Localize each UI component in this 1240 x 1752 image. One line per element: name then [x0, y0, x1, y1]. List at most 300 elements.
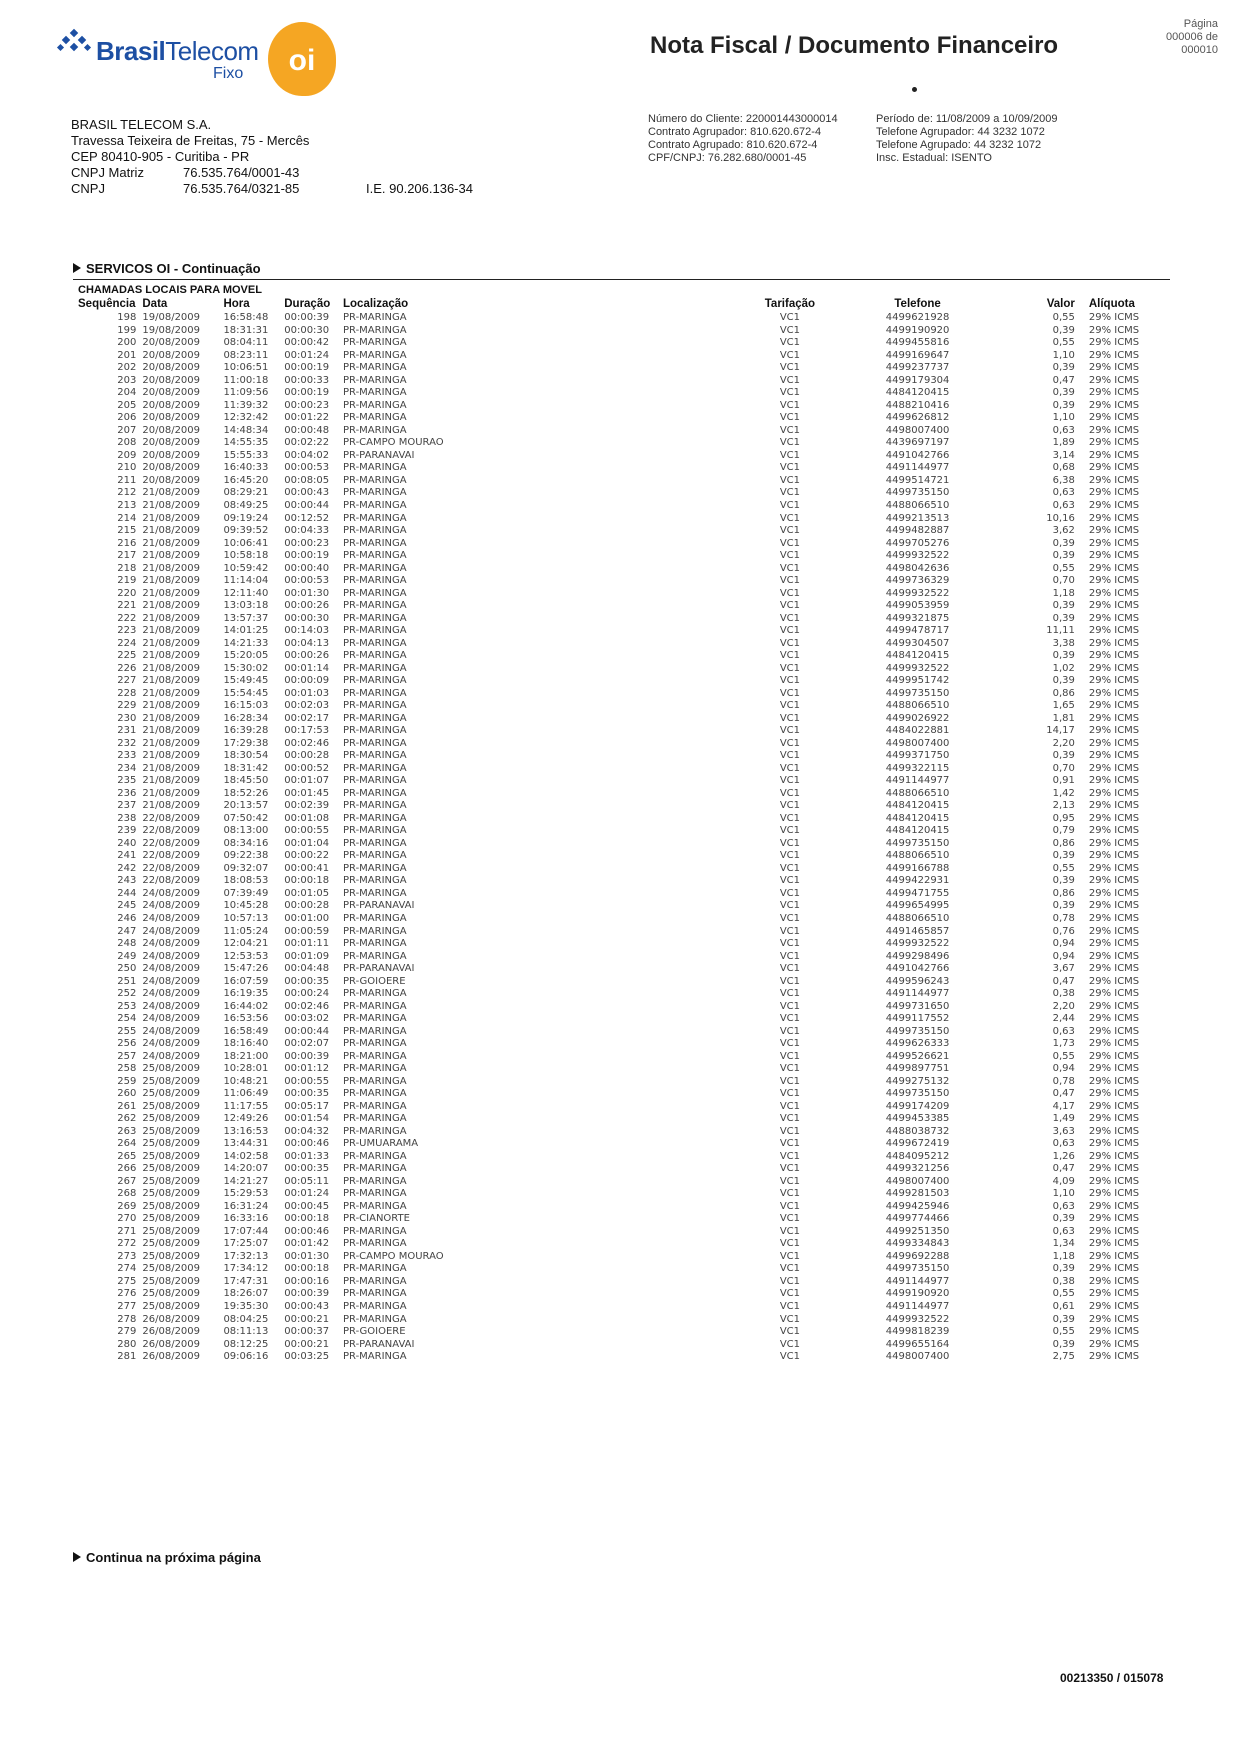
cell-localizacao: PR-MARINGA — [343, 1225, 407, 1237]
cell-localizacao: PR-MARINGA — [343, 1150, 407, 1162]
cell-duracao: 00:01:08 — [284, 812, 330, 824]
cell-valor: 0,86 — [1052, 887, 1075, 899]
cell-telefone: 4498007400 — [885, 1351, 950, 1363]
cell-valor: 0,55 — [1052, 562, 1075, 574]
cell-data: 21/08/2009 — [142, 499, 201, 511]
cell-aliquota: 29% ICMS — [1088, 913, 1140, 924]
cell-duracao: 00:08:05 — [284, 474, 330, 486]
cell-hora: 16:58:49 — [223, 1025, 269, 1037]
cell-duracao: 00:00:39 — [284, 312, 330, 324]
cell-aliquota: 29% ICMS — [1088, 387, 1140, 399]
cell-valor: 0,78 — [1052, 1075, 1075, 1087]
cell-sequencia: 203 — [117, 374, 137, 386]
cell-telefone: 4484022881 — [885, 725, 950, 737]
cell-valor: 2,20 — [1052, 1000, 1075, 1012]
cell-data: 25/08/2009 — [142, 1238, 201, 1250]
cell-duracao: 00:00:33 — [284, 374, 330, 386]
client-phone-grouper: Telefone Agrupador: 44 3232 1072 — [876, 126, 1045, 138]
cell-hora: 11:39:32 — [223, 399, 269, 411]
cell-tarifacao: VC1 — [779, 975, 800, 987]
cell-telefone: 4439697197 — [885, 437, 950, 449]
cell-data: 19/08/2009 — [142, 324, 201, 336]
table-row — [78, 1063, 1170, 1076]
table-row — [78, 800, 1170, 813]
cell-data: 25/08/2009 — [142, 1075, 201, 1087]
cell-sequencia: 279 — [117, 1326, 137, 1338]
client-cpf: CPF/CNPJ: 76.282.680/0001-45 — [648, 152, 807, 164]
cell-data: 21/08/2009 — [142, 550, 201, 562]
cell-data: 21/08/2009 — [142, 700, 201, 712]
cell-hora: 08:04:25 — [223, 1313, 269, 1325]
cell-tarifacao: VC1 — [779, 1013, 800, 1025]
cell-sequencia: 241 — [117, 850, 137, 862]
cell-tarifacao: VC1 — [779, 1188, 800, 1200]
table-row — [78, 963, 1170, 976]
cell-tarifacao: VC1 — [779, 787, 800, 799]
cell-sequencia: 277 — [117, 1300, 137, 1312]
cell-duracao: 00:00:43 — [284, 1300, 330, 1312]
cell-localizacao: PR-MARINGA — [343, 687, 407, 699]
cell-aliquota: 29% ICMS — [1088, 1025, 1140, 1037]
cell-sequencia: 209 — [117, 449, 137, 461]
cell-sequencia: 255 — [117, 1025, 137, 1037]
cell-localizacao: PR-MARINGA — [343, 337, 407, 349]
cell-localizacao: PR-MARINGA — [343, 374, 407, 386]
cell-telefone: 4499932522 — [885, 662, 950, 674]
cell-aliquota: 29% ICMS — [1088, 337, 1140, 349]
cell-localizacao: PR-PARANAVAI — [343, 1338, 415, 1350]
cell-data: 21/08/2009 — [142, 600, 201, 612]
cell-hora: 17:07:44 — [223, 1225, 269, 1237]
table-row — [78, 938, 1170, 951]
cell-aliquota: 29% ICMS — [1088, 1075, 1140, 1087]
cell-duracao: 00:03:02 — [284, 1013, 330, 1025]
cell-localizacao: PR-MARINGA — [343, 712, 407, 724]
cell-sequencia: 199 — [117, 324, 137, 336]
cell-data: 21/08/2009 — [142, 775, 201, 787]
cell-aliquota: 29% ICMS — [1088, 650, 1140, 662]
cell-duracao: 00:00:26 — [284, 600, 330, 612]
cell-sequencia: 246 — [117, 913, 137, 924]
cell-telefone: 4499951742 — [885, 675, 950, 687]
cell-tarifacao: VC1 — [779, 1313, 800, 1325]
table-row — [78, 1276, 1170, 1289]
cell-tarifacao: VC1 — [779, 775, 800, 787]
cell-data: 21/08/2009 — [142, 612, 201, 624]
cell-localizacao: PR-MARINGA — [343, 362, 407, 374]
table-row — [78, 437, 1170, 450]
cell-sequencia: 200 — [117, 337, 137, 349]
cell-valor: 0,55 — [1052, 337, 1075, 349]
table-row — [78, 1313, 1170, 1326]
cell-hora: 08:29:21 — [223, 487, 269, 499]
cell-duracao: 00:00:18 — [284, 1213, 330, 1225]
cell-duracao: 00:04:48 — [284, 963, 330, 975]
cell-tarifacao: VC1 — [779, 499, 800, 511]
cell-hora: 16:58:48 — [223, 312, 269, 324]
cell-duracao: 00:00:22 — [284, 850, 330, 862]
cell-aliquota: 29% ICMS — [1088, 1013, 1140, 1025]
cell-data: 25/08/2009 — [142, 1088, 201, 1100]
cell-aliquota: 29% ICMS — [1088, 850, 1140, 862]
cell-localizacao: PR-MARINGA — [343, 1275, 407, 1287]
cell-hora: 10:57:13 — [223, 913, 269, 924]
cell-sequencia: 212 — [117, 487, 137, 499]
cell-tarifacao: VC1 — [779, 1338, 800, 1350]
cell-sequencia: 271 — [117, 1225, 137, 1237]
cell-aliquota: 29% ICMS — [1088, 1000, 1140, 1012]
cell-tarifacao: VC1 — [779, 387, 800, 399]
cell-duracao: 00:01:03 — [284, 687, 330, 699]
cell-sequencia: 237 — [117, 800, 137, 812]
cell-duracao: 00:01:11 — [284, 938, 330, 950]
cell-telefone: 4499932522 — [885, 550, 950, 562]
table-row — [78, 462, 1170, 475]
cell-aliquota: 29% ICMS — [1088, 1238, 1140, 1250]
cell-hora: 15:54:45 — [223, 687, 269, 699]
cell-sequencia: 227 — [117, 675, 137, 687]
cell-telefone: 4499735150 — [885, 1025, 950, 1037]
cell-aliquota: 29% ICMS — [1088, 1100, 1140, 1112]
cell-hora: 18:52:26 — [223, 787, 269, 799]
table-row — [78, 562, 1170, 575]
table-row — [78, 1188, 1170, 1201]
cell-hora: 07:39:49 — [223, 887, 269, 899]
cell-hora: 17:32:13 — [223, 1250, 269, 1262]
cell-localizacao: PR-PARANAVAI — [343, 449, 415, 461]
cell-sequencia: 210 — [117, 462, 137, 474]
cell-hora: 11:06:49 — [223, 1088, 269, 1100]
cell-sequencia: 252 — [117, 988, 137, 1000]
cell-sequencia: 232 — [117, 737, 137, 749]
cell-valor: 0,39 — [1052, 1313, 1075, 1325]
cell-tarifacao: VC1 — [779, 700, 800, 712]
cell-duracao: 00:00:59 — [284, 925, 330, 937]
cell-telefone: 4499304507 — [885, 637, 950, 649]
cell-hora: 13:57:37 — [223, 612, 269, 624]
cell-aliquota: 29% ICMS — [1088, 1050, 1140, 1062]
cell-valor: 0,39 — [1052, 1263, 1075, 1275]
cell-sequencia: 273 — [117, 1250, 137, 1262]
table-row — [78, 713, 1170, 726]
table-row — [78, 775, 1170, 788]
cell-data: 22/08/2009 — [142, 825, 201, 837]
cell-valor: 1,49 — [1052, 1113, 1075, 1125]
cell-aliquota: 29% ICMS — [1088, 712, 1140, 724]
cell-sequencia: 205 — [117, 399, 137, 411]
col-header-duracao: Duração — [284, 298, 331, 310]
table-row — [78, 1013, 1170, 1026]
cell-duracao: 00:01:12 — [284, 1063, 330, 1075]
cell-duracao: 00:04:32 — [284, 1125, 330, 1137]
cell-hora: 16:53:56 — [223, 1013, 269, 1025]
table-row — [78, 1238, 1170, 1251]
cell-localizacao: PR-MARINGA — [343, 625, 407, 637]
cell-duracao: 00:00:28 — [284, 750, 330, 762]
cell-valor: 0,39 — [1052, 875, 1075, 887]
cell-hora: 11:09:56 — [223, 387, 269, 399]
client-contract: Contrato Agrupador: 810.620.672-4 — [648, 126, 822, 138]
cell-data: 26/08/2009 — [142, 1351, 201, 1363]
cell-valor: 2,44 — [1052, 1013, 1075, 1025]
cell-hora: 18:21:00 — [223, 1050, 269, 1062]
cell-aliquota: 29% ICMS — [1088, 1038, 1140, 1050]
cell-valor: 3,62 — [1052, 525, 1075, 537]
cell-telefone: 4499190920 — [885, 1288, 950, 1300]
cell-sequencia: 230 — [117, 712, 137, 724]
cell-localizacao: PR-GOIOERE — [343, 1326, 406, 1338]
cell-tarifacao: VC1 — [779, 349, 800, 361]
cell-aliquota: 29% ICMS — [1088, 1288, 1140, 1300]
cell-aliquota: 29% ICMS — [1088, 612, 1140, 624]
cell-valor: 4,17 — [1052, 1100, 1075, 1112]
cell-valor: 1,18 — [1052, 1250, 1075, 1262]
cell-tarifacao: VC1 — [779, 312, 800, 324]
cell-hora: 17:47:31 — [223, 1275, 269, 1287]
cell-aliquota: 29% ICMS — [1088, 1326, 1140, 1338]
cell-data: 20/08/2009 — [142, 449, 201, 461]
cell-sequencia: 247 — [117, 925, 137, 937]
cell-data: 21/08/2009 — [142, 575, 201, 587]
cell-sequencia: 265 — [117, 1150, 137, 1162]
company-cnpj-matriz: CNPJ Matriz 76.535.764/0001-43 — [71, 165, 300, 180]
cell-valor: 0,63 — [1052, 1025, 1075, 1037]
cell-telefone: 4488066510 — [885, 787, 950, 799]
cell-duracao: 00:00:44 — [284, 499, 330, 511]
cell-data: 21/08/2009 — [142, 562, 201, 574]
cell-tarifacao: VC1 — [779, 875, 800, 887]
brasil-telecom-logo-icon — [56, 28, 92, 64]
cell-aliquota: 29% ICMS — [1088, 1313, 1140, 1325]
cell-aliquota: 29% ICMS — [1088, 399, 1140, 411]
cell-duracao: 00:02:22 — [284, 437, 330, 449]
cell-sequencia: 243 — [117, 875, 137, 887]
cell-sequencia: 231 — [117, 725, 137, 737]
cell-data: 20/08/2009 — [142, 424, 201, 436]
table-row — [78, 637, 1170, 650]
cell-tarifacao: VC1 — [779, 1250, 800, 1262]
cell-localizacao: PR-MARINGA — [343, 1063, 407, 1075]
cell-aliquota: 29% ICMS — [1088, 775, 1140, 787]
cell-localizacao: PR-MARINGA — [343, 1300, 407, 1312]
cell-telefone: 4499471755 — [885, 887, 950, 899]
cell-duracao: 00:00:53 — [284, 462, 330, 474]
cell-valor: 0,39 — [1052, 750, 1075, 762]
cell-hora: 10:59:42 — [223, 562, 269, 574]
cell-hora: 08:49:25 — [223, 499, 269, 511]
cell-aliquota: 29% ICMS — [1088, 900, 1140, 912]
cell-aliquota: 29% ICMS — [1088, 412, 1140, 424]
cell-sequencia: 206 — [117, 412, 137, 424]
cell-valor: 0,70 — [1052, 575, 1075, 587]
cell-localizacao: PR-CAMPO MOURAO — [343, 437, 444, 449]
cell-data: 24/08/2009 — [142, 900, 201, 912]
cell-data: 21/08/2009 — [142, 787, 201, 799]
cell-valor: 0,79 — [1052, 825, 1075, 837]
table-row — [78, 1213, 1170, 1226]
cell-localizacao: PR-MARINGA — [343, 424, 407, 436]
cell-data: 24/08/2009 — [142, 963, 201, 975]
cell-duracao: 00:01:05 — [284, 887, 330, 899]
table-row — [78, 738, 1170, 751]
cell-localizacao: PR-MARINGA — [343, 938, 407, 950]
cell-tarifacao: VC1 — [779, 913, 800, 924]
table-row — [78, 1176, 1170, 1189]
cell-sequencia: 235 — [117, 775, 137, 787]
cell-aliquota: 29% ICMS — [1088, 925, 1140, 937]
cell-telefone: 4498007400 — [885, 1175, 950, 1187]
table-row — [78, 788, 1170, 801]
cell-valor: 0,76 — [1052, 925, 1075, 937]
cell-hora: 15:47:26 — [223, 963, 269, 975]
cell-sequencia: 269 — [117, 1200, 137, 1212]
cell-tarifacao: VC1 — [779, 800, 800, 812]
cell-localizacao: PR-MARINGA — [343, 499, 407, 511]
cell-localizacao: PR-MARINGA — [343, 1163, 407, 1175]
cell-data: 25/08/2009 — [142, 1175, 201, 1187]
cell-data: 21/08/2009 — [142, 737, 201, 749]
cell-telefone: 4499190920 — [885, 324, 950, 336]
client-number: Número do Cliente: 220001443000014 — [648, 113, 838, 125]
cell-telefone: 4499774466 — [885, 1213, 950, 1225]
cell-telefone: 4499818239 — [885, 1326, 950, 1338]
cell-valor: 0,63 — [1052, 487, 1075, 499]
cell-hora: 14:21:27 — [223, 1175, 269, 1187]
cell-data: 20/08/2009 — [142, 362, 201, 374]
cell-telefone: 4499736329 — [885, 575, 950, 587]
cell-telefone: 4488210416 — [885, 399, 950, 411]
cell-telefone: 4484120415 — [885, 825, 950, 837]
client-info-left — [648, 113, 838, 165]
cell-duracao: 00:00:46 — [284, 1138, 330, 1150]
cell-duracao: 00:00:40 — [284, 562, 330, 574]
cell-tarifacao: VC1 — [779, 550, 800, 562]
table-row — [78, 1263, 1170, 1276]
cell-duracao: 00:01:30 — [284, 1250, 330, 1262]
cell-duracao: 00:04:33 — [284, 525, 330, 537]
cell-sequencia: 239 — [117, 825, 137, 837]
table-row — [78, 975, 1170, 988]
cell-sequencia: 204 — [117, 387, 137, 399]
cell-valor: 0,68 — [1052, 462, 1075, 474]
cell-telefone: 4499655164 — [885, 1338, 950, 1350]
cell-tarifacao: VC1 — [779, 1113, 800, 1125]
cell-duracao: 00:00:39 — [284, 1288, 330, 1300]
cell-sequencia: 240 — [117, 837, 137, 849]
cell-sequencia: 258 — [117, 1063, 137, 1075]
table-row — [78, 550, 1170, 563]
cell-data: 26/08/2009 — [142, 1326, 201, 1338]
cell-aliquota: 29% ICMS — [1088, 625, 1140, 637]
cell-telefone: 4499422931 — [885, 875, 950, 887]
cell-data: 21/08/2009 — [142, 762, 201, 774]
cell-telefone: 4499596243 — [885, 975, 950, 987]
cell-aliquota: 29% ICMS — [1088, 587, 1140, 599]
cell-valor: 0,38 — [1052, 1275, 1075, 1287]
table-row — [78, 1000, 1170, 1013]
cell-duracao: 00:00:41 — [284, 862, 330, 874]
cell-hora: 14:01:25 — [223, 625, 269, 637]
cell-duracao: 00:14:03 — [284, 625, 330, 637]
cell-hora: 12:53:53 — [223, 950, 269, 962]
cell-valor: 0,55 — [1052, 312, 1075, 324]
cell-tarifacao: VC1 — [779, 487, 800, 499]
cell-tarifacao: VC1 — [779, 737, 800, 749]
cell-aliquota: 29% ICMS — [1088, 449, 1140, 461]
cell-telefone: 4498007400 — [885, 424, 950, 436]
cell-aliquota: 29% ICMS — [1088, 950, 1140, 962]
cell-hora: 18:08:53 — [223, 875, 269, 887]
col-header-tarifacao: Tarifação — [764, 298, 816, 310]
cell-tarifacao: VC1 — [779, 1275, 800, 1287]
cell-duracao: 00:12:52 — [284, 512, 330, 524]
cell-valor: 0,55 — [1052, 1288, 1075, 1300]
cell-tarifacao: VC1 — [779, 612, 800, 624]
cell-localizacao: PR-MARINGA — [343, 1088, 407, 1100]
table-row — [78, 1113, 1170, 1126]
cell-aliquota: 29% ICMS — [1088, 812, 1140, 824]
cell-telefone: 4484120415 — [885, 800, 950, 812]
cell-telefone: 4499526621 — [885, 1050, 950, 1062]
cell-localizacao: PR-PARANAVAI — [343, 900, 415, 912]
cell-telefone: 4499932522 — [885, 587, 950, 599]
cell-telefone: 4484120415 — [885, 812, 950, 824]
cell-localizacao: PR-MARINGA — [343, 925, 407, 937]
cell-data: 24/08/2009 — [142, 938, 201, 950]
cell-tarifacao: VC1 — [779, 374, 800, 386]
cell-valor: 0,39 — [1052, 1213, 1075, 1225]
cell-hora: 18:31:42 — [223, 762, 269, 774]
table-row — [78, 612, 1170, 625]
cell-data: 21/08/2009 — [142, 800, 201, 812]
cell-telefone: 4499672419 — [885, 1138, 950, 1150]
cell-duracao: 00:00:35 — [284, 975, 330, 987]
cell-valor: 0,38 — [1052, 988, 1075, 1000]
cell-tarifacao: VC1 — [779, 1150, 800, 1162]
cell-telefone: 4499735150 — [885, 487, 950, 499]
cell-data: 20/08/2009 — [142, 462, 201, 474]
cell-duracao: 00:00:18 — [284, 1263, 330, 1275]
cell-telefone: 4488066510 — [885, 850, 950, 862]
cell-hora: 11:05:24 — [223, 925, 269, 937]
cell-sequencia: 219 — [117, 575, 137, 587]
cell-hora: 15:30:02 — [223, 662, 269, 674]
cell-duracao: 00:02:39 — [284, 800, 330, 812]
table-row — [78, 475, 1170, 488]
cell-hora: 11:17:55 — [223, 1100, 269, 1112]
cell-sequencia: 245 — [117, 900, 137, 912]
cell-sequencia: 213 — [117, 499, 137, 511]
cell-data: 25/08/2009 — [142, 1188, 201, 1200]
cell-sequencia: 223 — [117, 625, 137, 637]
section-title: SERVICOS OI - Continuação — [73, 261, 261, 276]
cell-sequencia: 211 — [117, 474, 137, 486]
cell-duracao: 00:04:02 — [284, 449, 330, 461]
cell-localizacao: PR-MARINGA — [343, 1100, 407, 1112]
cell-localizacao: PR-MARINGA — [343, 1238, 407, 1250]
cell-duracao: 00:17:53 — [284, 725, 330, 737]
cell-valor: 0,70 — [1052, 762, 1075, 774]
cell-duracao: 00:01:45 — [284, 787, 330, 799]
cell-valor: 0,55 — [1052, 862, 1075, 874]
cell-hora: 12:49:26 — [223, 1113, 269, 1125]
cell-localizacao: PR-MARINGA — [343, 725, 407, 737]
cell-duracao: 00:01:07 — [284, 775, 330, 787]
table-row — [78, 1025, 1170, 1038]
cell-data: 21/08/2009 — [142, 637, 201, 649]
table-row — [78, 1050, 1170, 1063]
table-row — [78, 763, 1170, 776]
